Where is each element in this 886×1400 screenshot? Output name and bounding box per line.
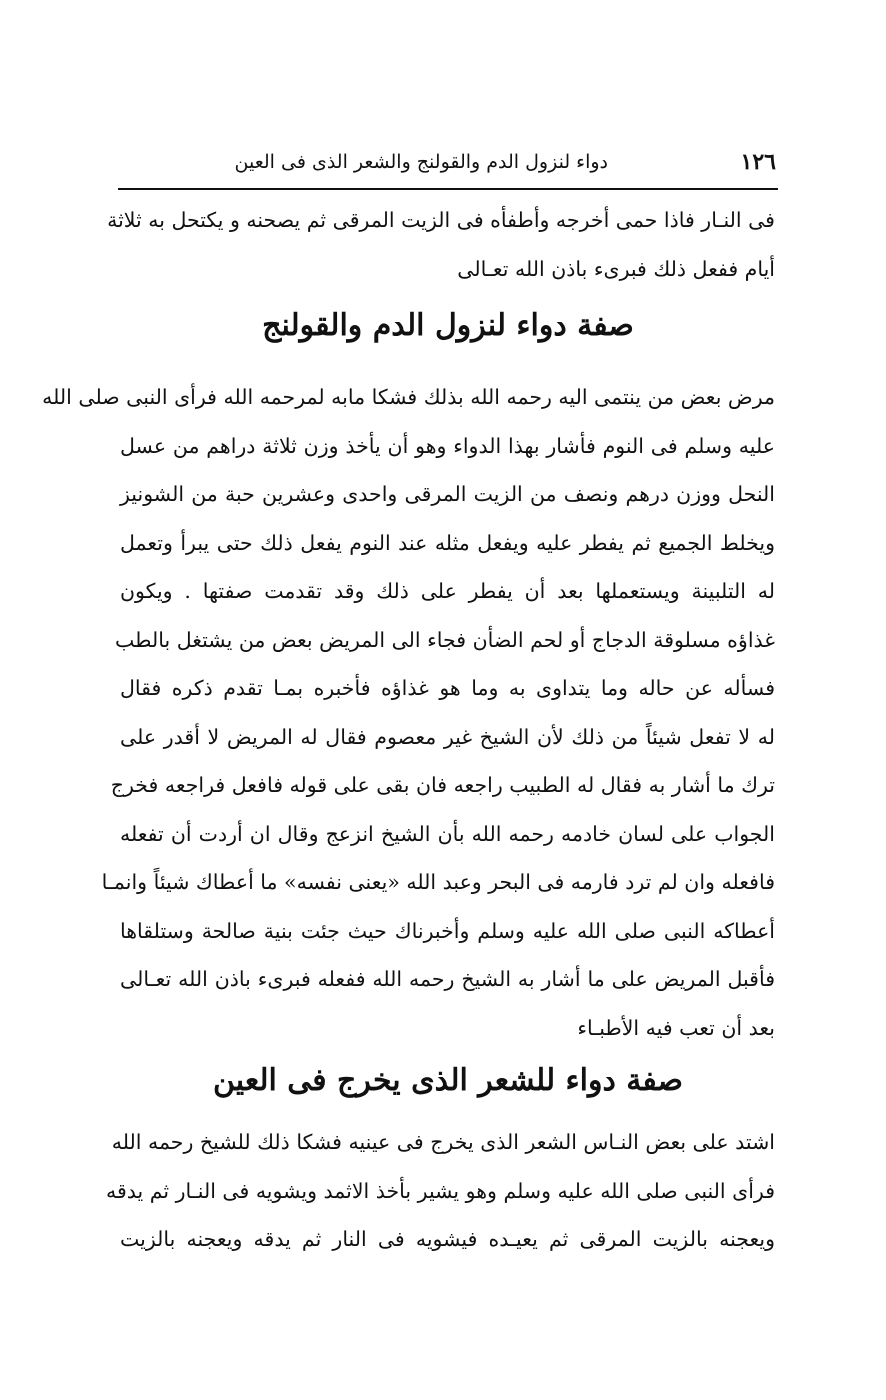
text-line: له التلبينة ويستعملها بعد أن يفطر على ذلك وقد تقدمت صفتها . ويكون: [120, 579, 775, 603]
page-number: ١٢٦: [740, 149, 776, 175]
text-line: أيام ففعل ذلك فبرىء باذن الله تعـالى: [457, 256, 775, 281]
text-line: الجواب على لسان خادمه رحمه الله بأن الشيخ انزعج وقال ان أردت أن تفعله: [120, 821, 775, 846]
running-header: [118, 145, 778, 181]
text-line: فى النـار فاذا حمى أخرجه وأطفأه فى الزيت المرقى ثم يصحنه و يكتحل به ثلاثة: [107, 208, 775, 232]
text-line: ويعجنه بالزيت المرقى ثم يعيـده فيشويه فى النار ثم يدقه ويعجنه بالزيت: [120, 1227, 775, 1251]
text-line: فرأى النبى صلى الله عليه وسلم وهو يشير بأخذ الاثمد ويشويه فى النـار ثم يدقه: [105, 1178, 775, 1203]
section-heading: صفة دواء للشعر الذى يخرج فى العين: [212, 1063, 684, 1098]
text-line: اشتد على بعض النـاس الشعر الذى يخرج فى عينيه فشكا ذلك للشيخ رحمه الله: [111, 1130, 775, 1154]
text-line: عليه وسلم فى النوم فأشار بهذا الدواء وهو أن يأخذ وزن ثلاثة دراهم من عسل: [120, 433, 775, 458]
section-heading: صفة دواء لنزول الدم والقولنج: [262, 308, 634, 343]
text-line: مرض بعض من ينتمى اليه رحمه الله بذلك فشكا مابه لمرحمه الله فرأى النبى صلى الله: [42, 385, 775, 409]
text-line: ويخلط الجميع ثم يفطر عليه ويفعل مثله عند النوم يفعل ذلك حتى يبرأ وتعمل: [120, 530, 775, 555]
section-paragraph: [42, 373, 775, 1052]
text-line: بعد أن تعب فيه الأطبـاء: [577, 1015, 775, 1040]
text-line: النحل ووزن درهم ونصف من الزيت المرقى واحدى وعشرين حبة من الشونيز: [120, 482, 775, 506]
text-line: ترك ما أشار به فقال له الطبيب راجعه فان بقى على قوله فافعل فراجعه فخرج: [110, 773, 775, 797]
text-line: له لا تفعل شيئاً من ذلك لأن الشيخ غير معصوم فقال له المريض لا أقدر على: [120, 724, 775, 749]
intro-paragraph: [107, 196, 775, 293]
section-paragraph: [105, 1118, 775, 1264]
text-line: غذاؤه مسلوقة الدجاج أو لحم الضأن فجاء الى المريض بعض من يشتغل بالطب: [115, 627, 775, 652]
text-line: فأقبل المريض على ما أشار به الشيخ رحمه الله ففعله فبرىء باذن الله تعـالى: [120, 967, 775, 991]
text-line: أعطاكه النبى صلى الله عليه وسلم وأخبرناك حيث جئت بنية صالحة وستلقاها: [120, 918, 775, 943]
running-title: دواء لنزول الدم والقولنج والشعر الذى فى العين: [234, 151, 608, 173]
header-rule: [118, 188, 778, 190]
text-line: فافعله وان لم ترد فارمه فى البحر وعبد الله «يعنى نفسه» ما أعطاك شيئاً وانمـا: [101, 870, 775, 894]
text-line: فسأله عن حاله وما يتداوى به وما هو غذاؤه فأخبره بمـا تقدم ذكره فقال: [120, 676, 775, 700]
